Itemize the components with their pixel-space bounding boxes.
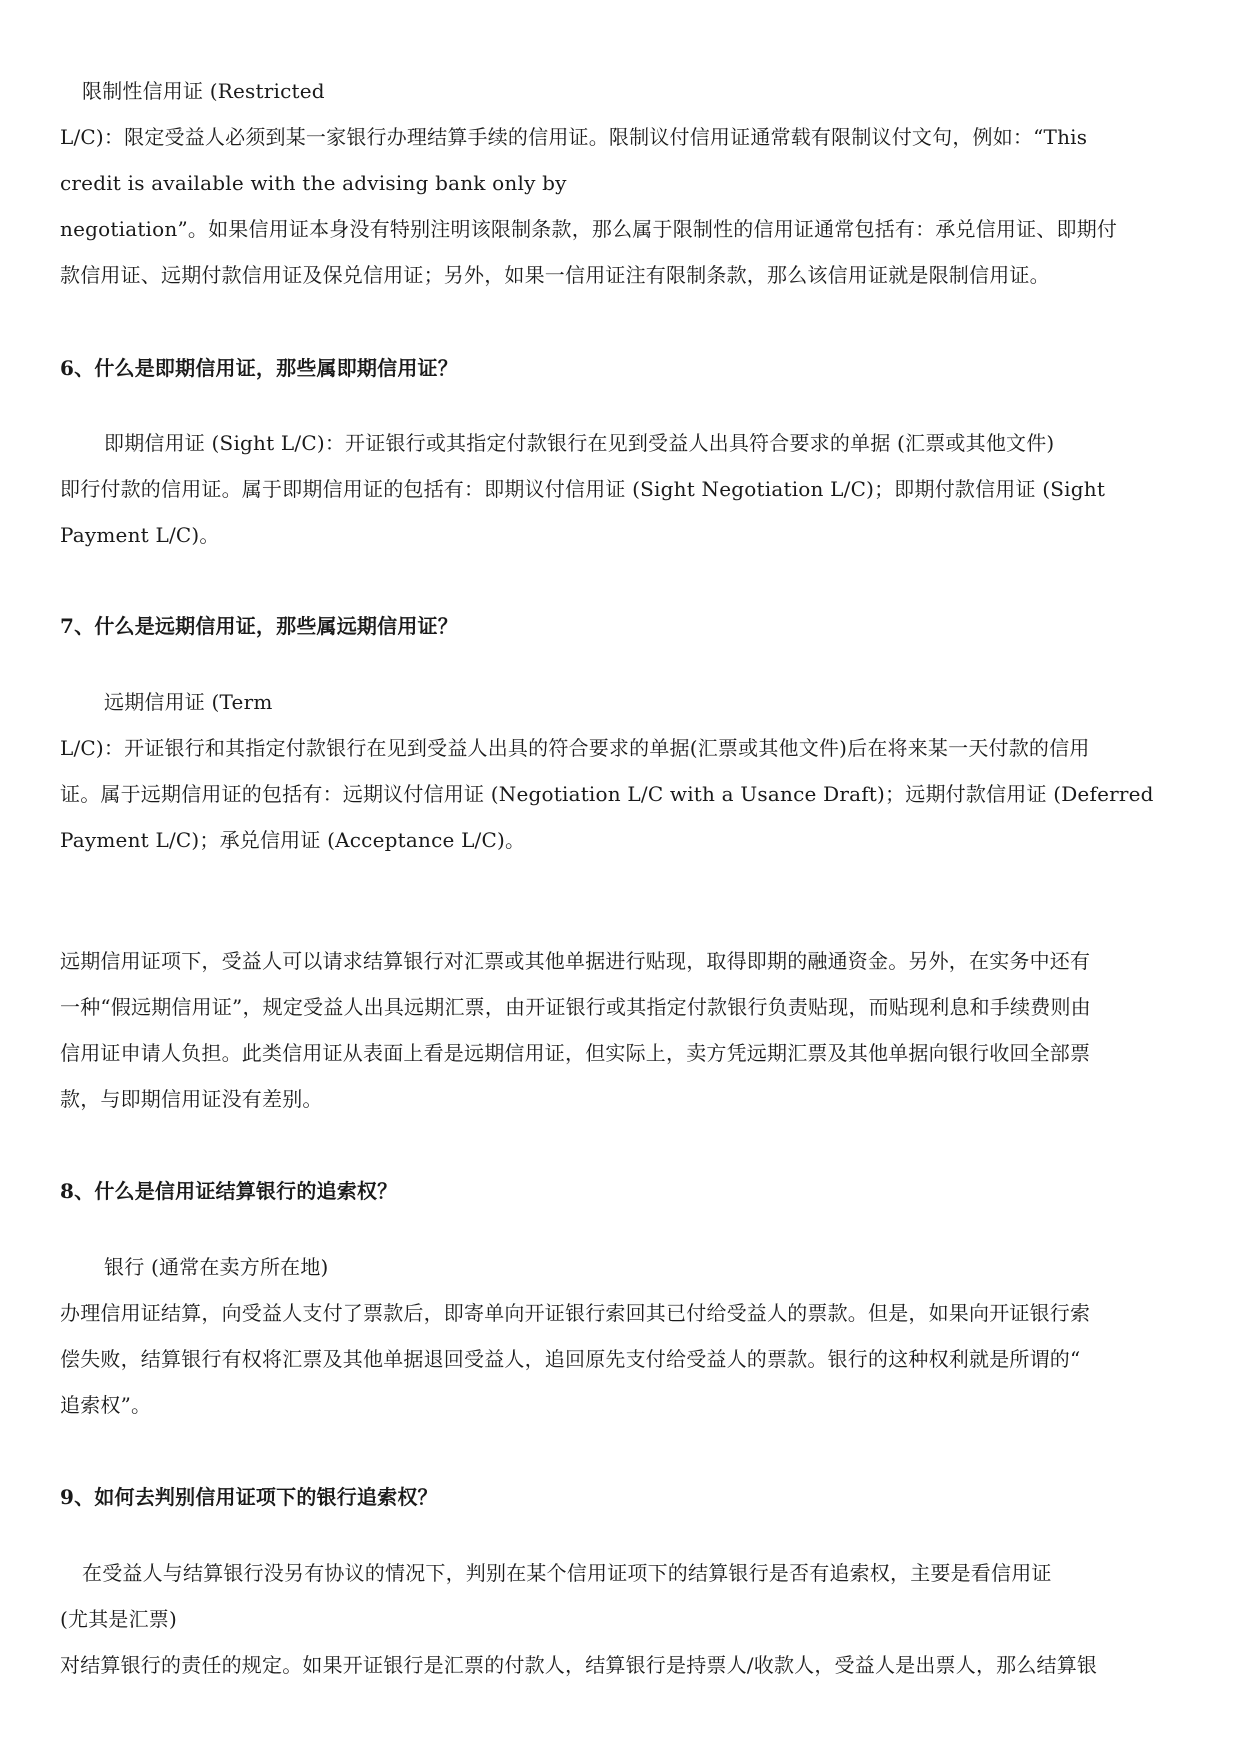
paragraph-line: 限制性信用证 (Restricted [82, 79, 325, 103]
paragraph-line: negotiation”。如果信用证本身没有特别注明该限制条款，那么属于限制性的信用证通常包括有：承兑信用证、即期付 [60, 217, 1118, 241]
paragraph-line: Payment L/C)；承兑信用证 (Acceptance L/C)。 [60, 828, 526, 852]
paragraph-line: 远期信用证项下，受益人可以请求结算银行对汇票或其他单据进行贴现，取得即期的融通资金。另外，在实务中还有 [60, 949, 1091, 973]
paragraph-line: 对结算银行的责任的规定。如果开证银行是汇票的付款人，结算银行是持票人/收款人，受益人是出票人，那么结算银 [60, 1653, 1098, 1677]
paragraph-line: 款信用证、远期付款信用证及保兑信用证；另外，如果一信用证注有限制条款，那么该信用证就是限制信用证。 [60, 263, 1050, 287]
paragraph-line: L/C)：限定受益人必须到某一家银行办理结算手续的信用证。限制议付信用证通常载有限制议付文句，例如：“This [60, 125, 1088, 149]
paragraph-line: 即期信用证 (Sight L/C)：开证银行或其指定付款银行在见到受益人出具符合要求的单据 (汇票或其他文件) [104, 431, 1055, 455]
paragraph-line: L/C)：开证银行和其指定付款银行在见到受益人出具的符合要求的单据(汇票或其他文件)后在将来某一天付款的信用 [60, 736, 1090, 760]
paragraph-line: 一种“假远期信用证”，规定受益人出具远期汇票，由开证银行或其指定付款银行负责贴现，而贴现利息和手续费则由 [60, 995, 1091, 1019]
paragraph-line: credit is available with the advising bank only by [60, 171, 567, 195]
paragraph-line: Payment L/C)。 [60, 523, 220, 547]
paragraph-line: 远期信用证 (Term [104, 690, 273, 714]
paragraph-line: 偿失败，结算银行有权将汇票及其他单据退回受益人，追回原先支付给受益人的票款。银行的这种权利就是所谓的“ [60, 1347, 1081, 1371]
paragraph-line: (尤其是汇票) [60, 1607, 178, 1631]
paragraph-line: 款，与即期信用证没有差别。 [60, 1087, 323, 1111]
section-heading-q9: 9、如何去判别信用证项下的银行追索权？ [60, 1485, 438, 1509]
section-heading-q6: 6、什么是即期信用证，那些属即期信用证？ [60, 356, 458, 380]
paragraph-line: 在受益人与结算银行没另有协议的情况下，判别在某个信用证项下的结算银行是否有追索权，主要是看信用证 [82, 1561, 1052, 1585]
paragraph-line: 银行 (通常在卖方所在地) [104, 1255, 329, 1279]
section-heading-q7: 7、什么是远期信用证，那些属远期信用证？ [60, 614, 458, 638]
paragraph-line: 即行付款的信用证。属于即期信用证的包括有：即期议付信用证 (Sight Negotiation L/C)；即期付款信用证 (Sight [60, 477, 1106, 501]
section-heading-q8: 8、什么是信用证结算银行的追索权？ [60, 1179, 398, 1203]
paragraph-line: 办理信用证结算，向受益人支付了票款后，即寄单向开证银行索回其已付给受益人的票款。但是，如果向开证银行索 [60, 1301, 1091, 1325]
paragraph-line: 信用证申请人负担。此类信用证从表面上看是远期信用证，但实际上，卖方凭远期汇票及其他单据向银行收回全部票 [60, 1041, 1091, 1065]
paragraph-line: 证。属于远期信用证的包括有：远期议付信用证 (Negotiation L/C with a Usance Draft)；远期付款信用证 (Deferred [60, 782, 1154, 806]
paragraph-line: 追索权”。 [60, 1393, 152, 1417]
